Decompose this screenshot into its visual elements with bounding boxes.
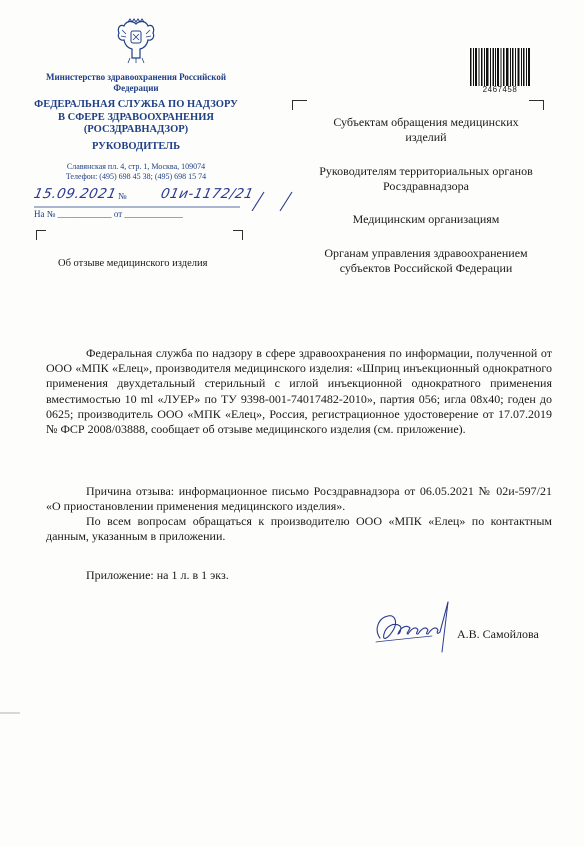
scan-edge-mark [0,712,20,714]
body-paragraph: По всем вопросам обращаться к производителю ООО «МПК «Елец» по контактным данным, указанным в приложении. [46,514,552,544]
coat-of-arms-icon [116,18,156,64]
corner-mark-top-right [233,230,243,240]
barcode-number: 2467458 [482,85,518,94]
addressee-item: Руководителям территориальных органов Росздравнадзора [319,164,533,193]
address-line: Славянская пл. 4, стр. 1, Москва, 109074 [66,162,206,171]
registration-date: 15.09.2021 [32,186,118,202]
signer-name: А.В. Самойлова [457,627,539,641]
handwritten-signature [372,594,472,656]
barcode-image [470,48,530,86]
registration-number: 01и-1172/21 [159,186,256,202]
addressee-corner-left [292,100,307,110]
addressee-item: Медицинским организациям [352,212,500,226]
addressee-item: Субъектам обращения медицинских изделий [333,115,519,144]
number-label: № [118,191,127,201]
position-title: РУКОВОДИТЕЛЬ [91,141,181,152]
body-paragraph: Федеральная служба по надзору в сфере здравоохранения по информации, полученной от ООО «МПК «Елец», производителя медицинского изделия: «Шприц инъекционный однократного применения двухдетальный стерильный с иглой инъекционной однократного применения вместимостью 10 ml «ЛУЕР» по ТУ 9398-001-74017482-2010», партия 056; игла 08х40; годен до 0625; производитель ООО «МПК «Елец», Россия, регистрационное удостоверение от 17.07.2019 № ФСР 2008/03888, сообщает об отзыве медицинского изделия (см. приложение). [46,346,552,437]
service-name: ФЕДЕРАЛЬНАЯ СЛУЖБА ПО НАДЗОРУ В СФЕРЕ ЗДРАВООХРАНЕНИЯ (РОСЗДРАВНАДЗОР) [34,99,238,135]
addressee-item: Органам управления здравоохранением субъектов Российской Федерации [324,246,528,275]
attachment-note: Приложение: на 1 л. в 1 экз. [86,568,229,582]
ministry-name: Министерство здравоохранения Российской Федерации [45,72,227,93]
reference-line: На № ____________ от _____________ [34,209,183,219]
corner-mark-top-left [36,230,46,240]
body-paragraph: Причина отзыва: информационное письмо Росздравнадзора от 06.05.2021 № 02и-597/21 «О приостановлении применения медицинского изделия». [46,484,552,514]
addressee-corner-right [529,100,544,110]
address-block [30,162,242,182]
phone-line: Телефон: (495) 698 45 38; (495) 698 15 74 [65,172,207,181]
letter-subject: Об отзыве медицинского изделия [58,258,208,269]
